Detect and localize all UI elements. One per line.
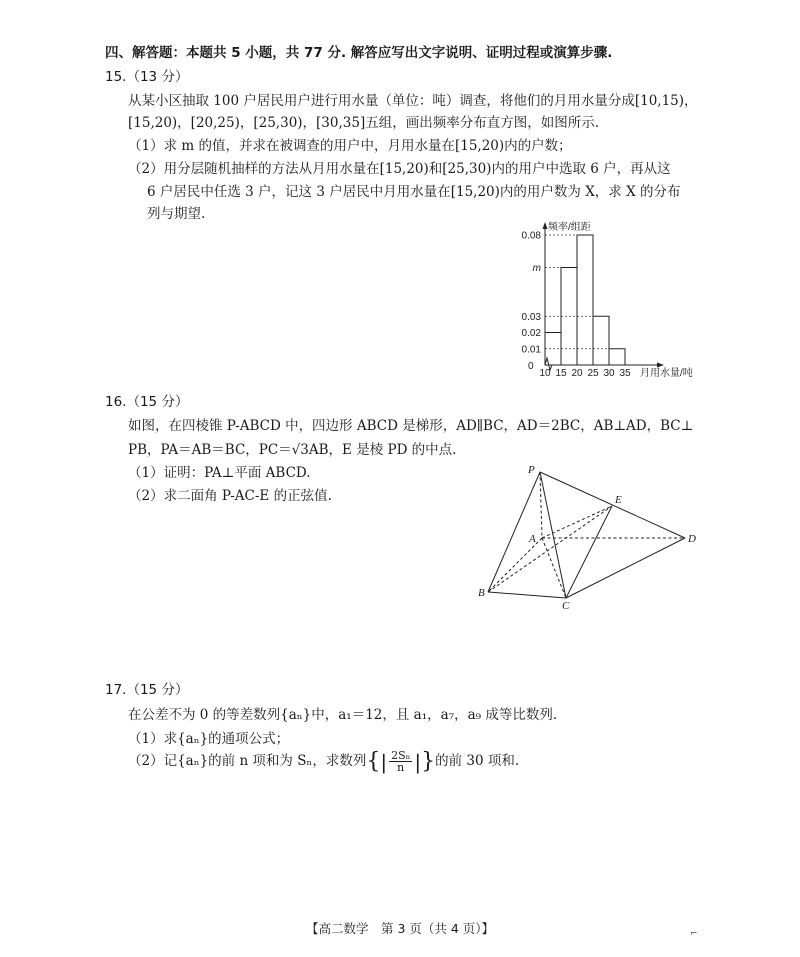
x-tick-label: 20 bbox=[571, 368, 583, 379]
q16-line2: PB，PA＝AB＝BC，PC＝√3AB，E 是棱 PD 的中点. bbox=[128, 442, 457, 458]
edge-BC bbox=[488, 592, 566, 598]
edge-PD bbox=[540, 472, 685, 538]
q15-part1: （1）求 m 的值，并求在被调查的用户中，月用水量在[15,20)内的户数； bbox=[128, 138, 572, 154]
vertex-label-E: E bbox=[615, 494, 622, 506]
x-tick-label: 30 bbox=[603, 368, 615, 379]
abs-fraction bbox=[380, 750, 421, 773]
right-brace: } bbox=[421, 748, 436, 774]
q17-line1: 在公差不为 0 的等差数列{aₙ}中，a₁＝12，且 a₁，a₇，a₉ 成等比数列. bbox=[128, 707, 558, 723]
segment-CE bbox=[566, 506, 612, 598]
pyramid-figure bbox=[470, 460, 710, 610]
q15-part2-line1: （2）用分层随机抽样的方法从月用水量在[15,20)和[25,30)内的用户中选取 6 户，再从这 bbox=[128, 161, 671, 177]
vertex-label-A: A bbox=[529, 533, 536, 545]
abs-bar-right: | bbox=[414, 749, 422, 774]
q15-line1: 从某小区抽取 100 户居民用户进行用水量（单位：吨）调查，将他们的月用水量分成[10,15)， bbox=[128, 93, 698, 109]
y-axis-arrow bbox=[543, 222, 548, 229]
left-brace: { bbox=[366, 748, 381, 774]
segment-AE bbox=[542, 506, 612, 538]
x-tick-label: 25 bbox=[587, 368, 599, 379]
q17-head: 17.（15 分） bbox=[105, 682, 189, 698]
q16-part2: （2）求二面角 P-AC-E 的正弦值. bbox=[128, 488, 332, 504]
fraction-denominator: n bbox=[397, 761, 405, 774]
q17-part2-post: 的前 30 项和. bbox=[435, 752, 520, 769]
histogram-bar bbox=[593, 316, 609, 365]
edge-PC bbox=[540, 472, 566, 598]
y-tick-label: 0.03 bbox=[521, 311, 541, 323]
x-axis-label: 月用水量/吨 bbox=[640, 368, 693, 379]
y-axis-label: 频率/组距 bbox=[548, 222, 591, 233]
segment-AC bbox=[542, 538, 566, 598]
section-header: 四、解答题：本题共 5 小题，共 77 分. 解答应写出文字说明、证明过程或演算步骤. bbox=[105, 45, 613, 61]
histogram-bar bbox=[577, 235, 593, 365]
histogram-bar bbox=[609, 349, 625, 365]
x-tick-label: 35 bbox=[619, 368, 631, 379]
q15-head: 15.（13 分） bbox=[105, 69, 189, 85]
x-tick-label: 10 bbox=[539, 368, 551, 379]
q17-part2 bbox=[128, 750, 519, 773]
q17-part1: （1）求{aₙ}的通项公式； bbox=[128, 731, 290, 747]
origin-label: 0 bbox=[528, 361, 534, 372]
y-tick-label: 0.08 bbox=[521, 230, 541, 242]
edge-CD bbox=[566, 538, 685, 598]
y-tick-label: m bbox=[532, 263, 541, 274]
vertex-label-B: B bbox=[478, 587, 485, 599]
fraction-numerator: 2Sₙ bbox=[391, 749, 411, 762]
q17-part2-pre: （2）记{aₙ}的前 n 项和为 Sₙ，求数列 bbox=[128, 752, 367, 769]
q16-part1: （1）证明：PA⊥平面 ABCD. bbox=[128, 465, 311, 481]
fraction bbox=[389, 750, 412, 773]
edge-AB bbox=[488, 538, 542, 592]
q16-line1: 如图，在四棱锥 P-ABCD 中，四边形 ABCD 是梯形，AD∥BC，AD＝2BC，AB⊥AD，BC⊥ bbox=[128, 418, 694, 434]
abs-bar-left: | bbox=[380, 749, 388, 774]
y-tick-label: 0.02 bbox=[521, 328, 541, 339]
edge-PB bbox=[488, 472, 540, 592]
vertex-label-D: D bbox=[688, 533, 696, 545]
vertex-label-C: C bbox=[562, 600, 570, 610]
page-footer: 【高二数学 第 3 页（共 4 页）】 bbox=[305, 921, 495, 936]
vertex-label-P: P bbox=[528, 464, 535, 476]
q15-part2-line2: 6 户居民中任选 3 户，记这 3 户居民中月用水量在[15,20)内的用户数为 X，求 X 的分布 bbox=[147, 184, 681, 200]
q15-part2-line3: 列与期望. bbox=[147, 206, 206, 222]
y-tick-label: 0.01 bbox=[521, 344, 541, 356]
corner-mark: ⌐ bbox=[690, 929, 698, 939]
histogram-chart bbox=[500, 218, 700, 383]
x-axis-arrow bbox=[657, 363, 664, 368]
q16-head: 16.（15 分） bbox=[105, 394, 189, 410]
q15-line2: [15,20)，[20,25)，[25,30)，[30,35]五组，画出频率分布直方图，如图所示. bbox=[128, 115, 600, 131]
x-tick-label: 15 bbox=[555, 368, 567, 379]
